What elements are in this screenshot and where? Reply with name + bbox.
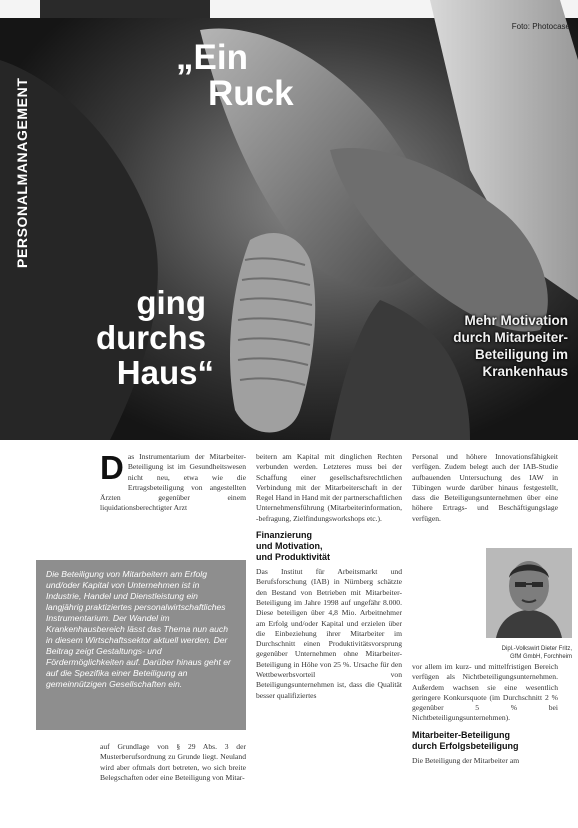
column-3-top: [412, 452, 558, 547]
photo-credit: Foto: Photocase: [511, 22, 570, 31]
headline-bottom: [86, 284, 214, 391]
body-paragraph: Personal und höhere Innovationsfähigkeit verfügen. Zudem belegt auch der IAB-Studie aufbauenden Untersuchung des IAW in Tübingen wurde darüber hinaus festgestellt, dass die Beteiligungsunternehmen über eine höhere Ertrags- und Beschäftigungslage verfügen.: [412, 452, 558, 523]
subheading-line: und Produktivität: [256, 552, 330, 563]
deck-line: Mehr Motivation: [464, 313, 568, 328]
body-paragraph: Das Institut für Arbeitsmarkt und Berufsforschung (IAB) in Nürnberg schätzte den Bestand von Betrieben mit Mitarbeiter-Beteiligung im Jahre 1998 auf ungefähr 8.000. Diese beteiligen über 4,8 Mio. Arbeitnehmer am Erfolg und/oder Kapital und erzielen über die Einbeziehung ihrer Mitarbeiter im Durchschnitt einen Produktivitätsvorsprung gegenüber Unternehmen ohne Mitarbeiter-Beteiligung in Höhe von 25 %. Ursache für den Wettbewerbsvorteil von Beteiligungsunternehmen ist, dass die Qualität besser qualifiziertes: [256, 567, 402, 700]
subheading: [412, 730, 558, 752]
caption-line: GfM GmbH, Forchheim: [509, 654, 572, 660]
headline-line: Haus“: [116, 354, 214, 391]
subheading: [256, 530, 402, 563]
headline-line: durchs: [95, 319, 206, 356]
abstract-text: Die Beteiligung von Mitarbeitern am Erfolg und/oder Kapital von Unternehmen ist in Industrie, Handel und Dienstleistung ein langjährig praktiziertes personalwirtschaftliches Instrumentarium. Der Wandel im Krankenhausbereich lässt das Thema nun auch in diesem Wirtschaftssektor aktuell werden. Der Beitrag zeigt Gestaltungs- und Fördermöglichkeiten auf. Darüber hinaus geht er auf die Spezifika einer Beteiligung an gemeinnützigen Gesellschaften ein.: [46, 569, 231, 689]
subheading-line: durch Erfolgsbeteiligung: [412, 740, 519, 751]
photo-caption: [476, 645, 572, 661]
caption-line: Dipl.-Volkswirt Dieter Fritz,: [501, 646, 572, 652]
deck-line: durch Mitarbeiter-: [453, 330, 568, 345]
dropcap: D: [100, 449, 124, 486]
headline-line: ging: [136, 284, 206, 321]
author-portrait: [486, 548, 572, 638]
headline-line: „Ein: [176, 38, 248, 77]
subheading-line: und Motivation,: [256, 541, 323, 552]
section-label: PERSONALMANAGEMENT: [14, 77, 30, 268]
body-paragraph: auf Grundlage von § 29 Abs. 3 der Musterberufsordnung zu Grunde liegt. Neuland wird aber oftmals dort betreten, wo sich breite Belegschaften oder eine Beteiligung von Mitar-: [100, 742, 246, 782]
headline-line: Ruck: [208, 74, 294, 113]
deck-line: Krankenhaus: [482, 364, 568, 379]
column-3-bottom: [412, 662, 558, 822]
subheading-line: Mitarbeiter-Beteiligung: [412, 729, 511, 740]
column-2: [256, 452, 402, 822]
deck-line: Beteiligung im: [474, 347, 568, 362]
deck-subtitle: [368, 312, 568, 380]
column-1-continued: [100, 742, 246, 822]
headline-top: [176, 40, 294, 112]
body-paragraph: beitern am Kapital mit dinglichen Rechten verbunden werden. Letzteres muss bei der Schaffung einer gesellschaftsrechtlichen Verbindung mit der Mitarbeiterschaft in der Regel Hand in Hand mit der partnerschaftlichen Unternehmensführung (Mitarbeiterinformation, -befragung, Zielfindungsworkshops etc.).: [256, 452, 402, 523]
column-1-intro: [100, 449, 246, 552]
body-paragraph: vor allem im kurz- und mittelfristigen Bereich verfügen als Nichtbeteiligungsunternehmen. Außerdem wachsen sie eine wesentlich geringere Konkursquote (im Durchschnitt 2 % gegenüber 5 % bei Nichtbeteiligungsunternehmen).: [412, 662, 558, 723]
abstract-box: [36, 560, 246, 730]
subheading-line: Finanzierung: [256, 530, 312, 541]
intro-paragraph: as Instrumentarium der Mitarbeiter-Beteiligung ist im Gesundheitswesen nicht neu, etwa wie die Ertragsbeteiligung von angestellten Ärzten gegenüber einem liquidationsberechtigter Arzt: [100, 452, 246, 513]
body-paragraph: Die Beteiligung der Mitarbeiter am: [412, 755, 520, 765]
